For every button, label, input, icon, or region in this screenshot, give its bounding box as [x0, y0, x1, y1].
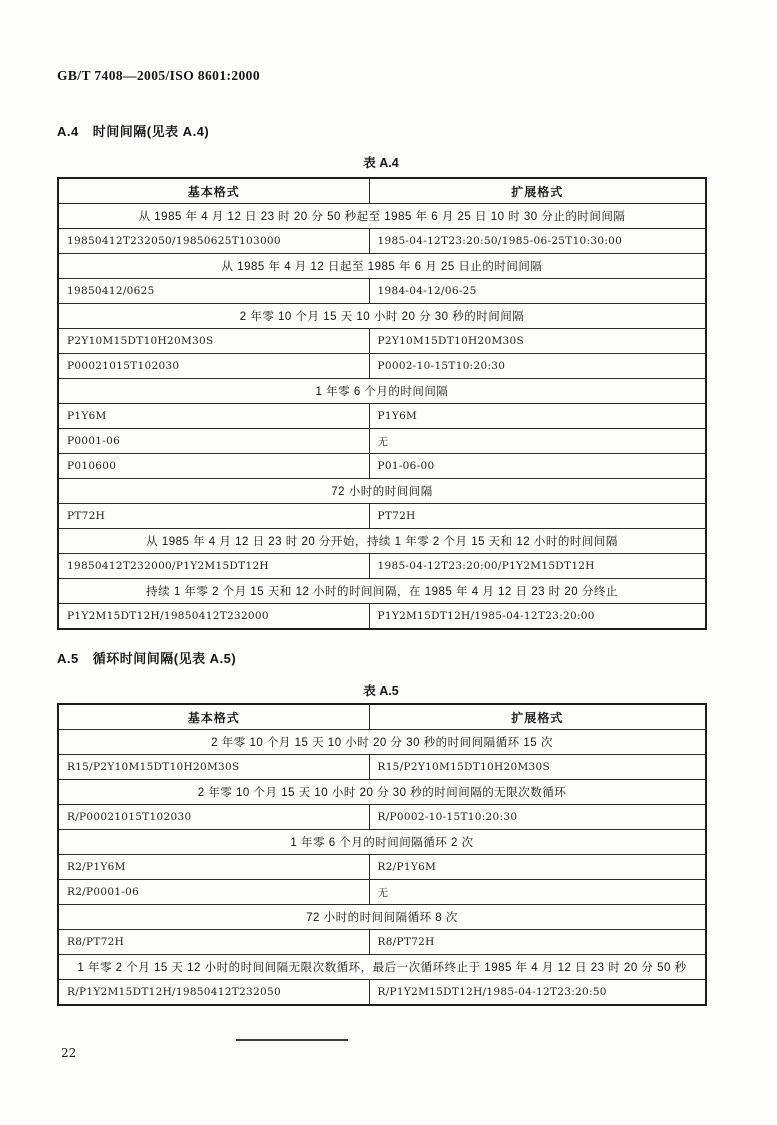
basic-format-cell: R15/P2Y10M15DT10H20M30S — [58, 755, 369, 780]
table-row — [58, 354, 706, 379]
table-a4 — [57, 177, 707, 630]
row-caption: 2 年零 10 个月 15 天 10 小时 20 分 30 秒的时间间隔 — [58, 304, 706, 329]
column-header: 基本格式 — [58, 178, 369, 204]
caption-row — [58, 529, 706, 554]
extended-format-cell: P01-06-00 — [369, 454, 706, 479]
row-caption: 72 小时的时间间隔循环 8 次 — [58, 905, 706, 930]
caption-row — [58, 905, 706, 930]
table-row — [58, 454, 706, 479]
row-caption: 1 年零 6 个月的时间间隔 — [58, 379, 706, 404]
table-a4-caption: 表 A.4 — [363, 156, 399, 170]
section-a4-heading — [57, 121, 209, 140]
table-row — [58, 554, 706, 579]
table-row — [58, 229, 706, 254]
basic-format-cell: P00021015T102030 — [58, 354, 369, 379]
caption-row — [58, 479, 706, 504]
row-caption: 1 年零 2 个月 15 天 12 小时的时间间隔无限次数循环，最后一次循环终止于 1985 年 4 月 12 日 23 时 20 分 50 秒 — [58, 955, 706, 980]
extended-format-cell: P1Y2M15DT12H/1985-04-12T23:20:00 — [369, 604, 706, 630]
basic-format-cell: 19850412/0625 — [58, 279, 369, 304]
column-header: 扩展格式 — [369, 704, 706, 730]
table-row — [58, 429, 706, 454]
extended-format-cell: R/P0002-10-15T10:20:30 — [369, 805, 706, 830]
row-caption: 从 1985 年 4 月 12 日 23 时 20 分开始，持续 1 年零 2 个月 15 天和 12 小时的时间间隔 — [58, 529, 706, 554]
table-row — [58, 805, 706, 830]
table-row — [58, 604, 706, 630]
extended-format-cell: R/P1Y2M15DT12H/1985-04-12T23:20:50 — [369, 980, 706, 1006]
table-row — [58, 755, 706, 780]
basic-format-cell: PT72H — [58, 504, 369, 529]
caption-row — [58, 955, 706, 980]
basic-format-cell: R/P1Y2M15DT12H/19850412T232050 — [58, 980, 369, 1006]
column-header: 基本格式 — [58, 704, 369, 730]
extended-format-cell: P1Y6M — [369, 404, 706, 429]
standard-code-header: GB/T 7408—2005/ISO 8601:2000 — [57, 68, 260, 83]
table-row — [58, 329, 706, 354]
column-header: 扩展格式 — [369, 178, 706, 204]
caption-row — [58, 780, 706, 805]
extended-format-cell: R8/PT72H — [369, 930, 706, 955]
extended-format-cell: 无 — [369, 880, 706, 905]
extended-format-cell: 无 — [369, 429, 706, 454]
basic-format-cell: 19850412T232000/P1Y2M15DT12H — [58, 554, 369, 579]
extended-format-cell: R15/P2Y10M15DT10H20M30S — [369, 755, 706, 780]
basic-format-cell: P1Y6M — [58, 404, 369, 429]
section-a5-number: A.5 — [57, 651, 79, 666]
section-a4-title: 时间间隔(见表 A.4) — [92, 124, 210, 139]
row-caption: 72 小时的时间间隔 — [58, 479, 706, 504]
basic-format-cell: P2Y10M15DT10H20M30S — [58, 329, 369, 354]
page-number: 22 — [61, 1046, 77, 1060]
table-header-row — [58, 704, 706, 730]
caption-row — [58, 830, 706, 855]
table-row — [58, 279, 706, 304]
table-row — [58, 880, 706, 905]
caption-row — [58, 304, 706, 329]
row-caption: 从 1985 年 4 月 12 日 23 时 20 分 50 秒起至 1985 年 6 月 25 日 10 时 30 分止的时间间隔 — [58, 204, 706, 229]
table-row — [58, 404, 706, 429]
extended-format-cell: 1985-04-12T23:20:50/1985-06-25T10:30:00 — [369, 229, 706, 254]
basic-format-cell: 19850412T232050/19850625T103000 — [58, 229, 369, 254]
table-row — [58, 930, 706, 955]
extended-format-cell: R2/P1Y6M — [369, 855, 706, 880]
basic-format-cell: R2/P0001-06 — [58, 880, 369, 905]
extended-format-cell: P2Y10M15DT10H20M30S — [369, 329, 706, 354]
basic-format-cell: P1Y2M15DT12H/19850412T232000 — [58, 604, 369, 630]
caption-row — [58, 379, 706, 404]
basic-format-cell: P0001-06 — [58, 429, 369, 454]
caption-row — [58, 254, 706, 279]
row-caption: 2 年零 10 个月 15 天 10 小时 20 分 30 秒的时间间隔循环 15 次 — [58, 730, 706, 755]
table-row — [58, 855, 706, 880]
table-row — [58, 504, 706, 529]
extended-format-cell: P0002-10-15T10:20:30 — [369, 354, 706, 379]
table-row — [58, 980, 706, 1006]
table-header-row — [58, 178, 706, 204]
section-a5-heading — [57, 648, 236, 667]
caption-row — [58, 730, 706, 755]
extended-format-cell: 1985-04-12T23:20:00/P1Y2M15DT12H — [369, 554, 706, 579]
row-caption: 从 1985 年 4 月 12 日起至 1985 年 6 月 25 日止的时间间隔 — [58, 254, 706, 279]
basic-format-cell: R8/PT72H — [58, 930, 369, 955]
caption-row — [58, 204, 706, 229]
basic-format-cell: R/P00021015T102030 — [58, 805, 369, 830]
caption-row — [58, 579, 706, 604]
row-caption: 持续 1 年零 2 个月 15 天和 12 小时的时间间隔，在 1985 年 4 月 12 日 23 时 20 分终止 — [58, 579, 706, 604]
footer-rule — [236, 1039, 348, 1041]
extended-format-cell: 1984-04-12/06-25 — [369, 279, 706, 304]
basic-format-cell: R2/P1Y6M — [58, 855, 369, 880]
row-caption: 2 年零 10 个月 15 天 10 小时 20 分 30 秒的时间间隔的无限次数循环 — [58, 780, 706, 805]
table-a5 — [57, 703, 707, 1006]
table-a5-caption: 表 A.5 — [363, 684, 399, 698]
row-caption: 1 年零 6 个月的时间间隔循环 2 次 — [58, 830, 706, 855]
basic-format-cell: P010600 — [58, 454, 369, 479]
section-a5-title: 循环时间间隔(见表 A.5) — [92, 651, 237, 666]
extended-format-cell: PT72H — [369, 504, 706, 529]
section-a4-number: A.4 — [57, 124, 79, 139]
